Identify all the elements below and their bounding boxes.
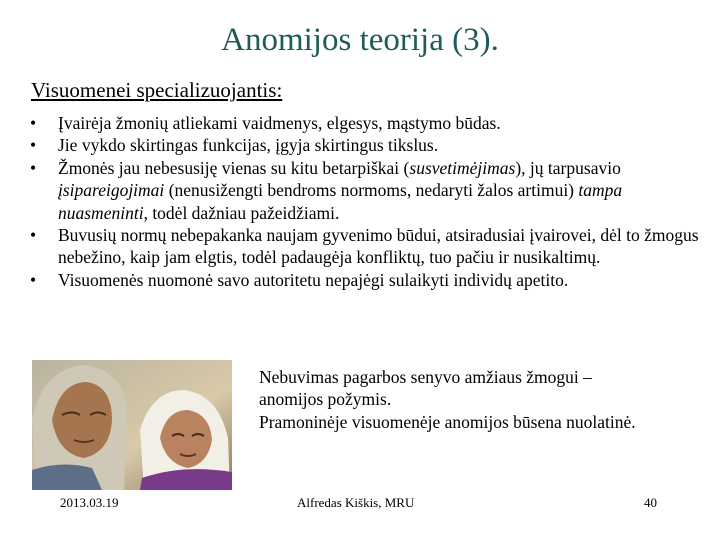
subtitle-colon: : <box>276 78 283 102</box>
footer-date: 2013.03.19 <box>60 495 119 510</box>
bullet-text: Visuomenės nuomonė savo autoritetu nepajėgi sulaikyti individų apetito. <box>58 269 569 290</box>
bullet-list <box>30 112 706 291</box>
bullet-dot: • <box>30 113 37 133</box>
slide-subtitle <box>31 78 282 103</box>
bullet-text: Įvairėja žmonių atliekami vaidmenys, elgesys, mąstymo būdas. <box>58 113 501 133</box>
bullet-text: (nenusižengti bendroms normoms, nedaryti žalos artimui) <box>164 180 579 201</box>
bullet-text: , todėl dažniau pažeidžiami. <box>143 202 340 223</box>
bullet-item <box>30 134 706 156</box>
caption-line-2: Pramoninėje visuomenėje anomijos būsena nuolatinė. <box>259 411 636 432</box>
photo-illustration <box>32 360 232 490</box>
bullet-text: Žmonės jau nebesusiję vienas su kitu betarpiškai ( <box>58 157 410 178</box>
bullet-item <box>30 157 706 224</box>
photo-elderly-women <box>32 360 232 490</box>
bullet-text: Buvusių normų nebepakanka naujam gyvenimo būdui, atsiradusiai įvairovei, dėl to žmogus nebežino, kaip jam elgtis, todėl padaugėja konfliktų, tuo pačiu ir nusikaltimų. <box>58 225 699 268</box>
subtitle-text: Visuomenei specializuojantis <box>31 78 277 102</box>
bullet-item <box>30 224 706 269</box>
bullet-text: ), jų tarpusavio <box>515 157 621 178</box>
footer-author: Alfredas Kiškis, MRU <box>297 495 415 510</box>
emphasis-term: įsipareigojimai <box>58 180 165 201</box>
bullet-text: Jie vykdo skirtingas funkcijas, įgyja skirtingus tikslus. <box>58 135 439 156</box>
bullet-item <box>30 112 706 134</box>
photo-caption <box>259 366 659 433</box>
bullet-dot: • <box>30 157 37 178</box>
bullet-dot: • <box>30 135 37 156</box>
emphasis-term: susvetimėjimas <box>409 157 516 178</box>
slide-title: Anomijos teorija (3). <box>221 22 499 58</box>
emphasis-term: tampa nuasmeninti <box>58 180 623 223</box>
caption-line-1: Nebuvimas pagarbos senyvo amžiaus žmogui – anomijos požymis. <box>259 367 592 410</box>
bullet-dot: • <box>30 225 37 246</box>
footer-page-number: 40 <box>644 495 657 510</box>
bullet-item <box>30 269 706 291</box>
bullet-dot: • <box>30 269 37 290</box>
